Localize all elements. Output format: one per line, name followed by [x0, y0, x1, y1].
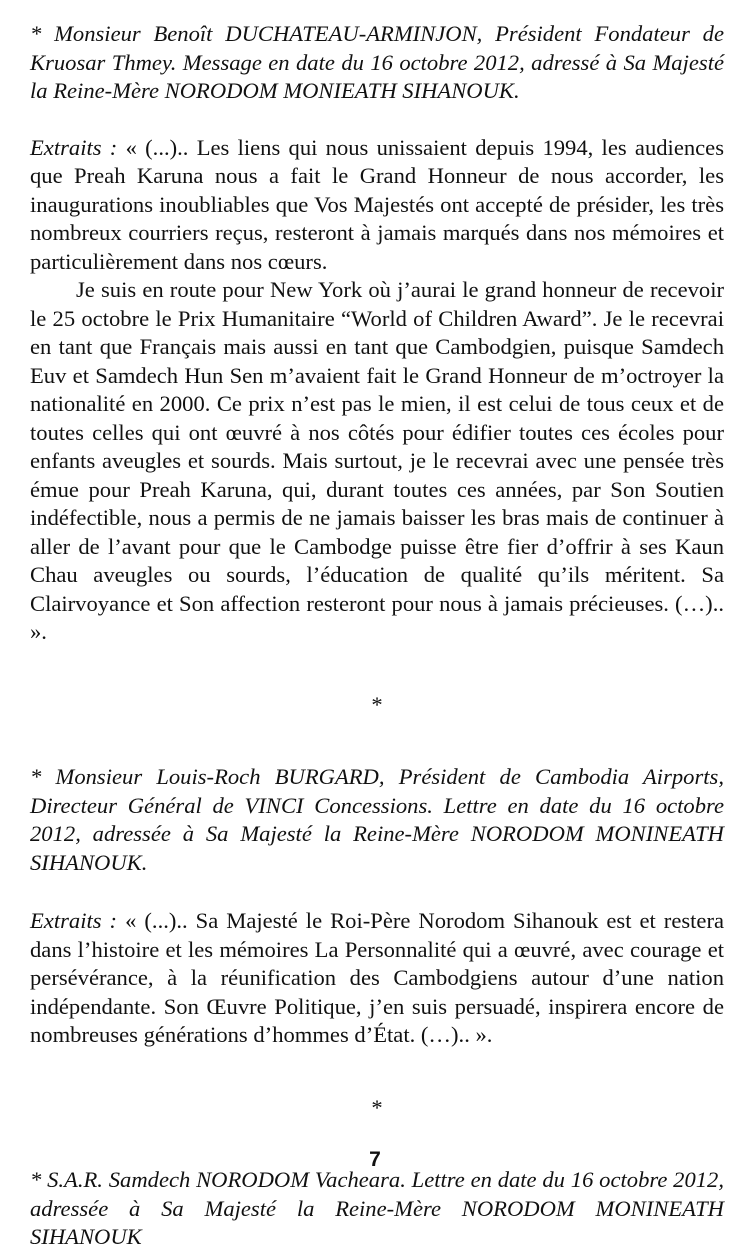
document-page	[30, 20, 724, 1252]
entry-2-paragraph-1: « (...).. Sa Majesté le Roi-Père Norodom Sihanouk est et restera dans l’histoire et les mémoires La Personnalité qui a œuvré, avec courage et persévérance, à la réunification des Cambodgiens autour d’une nation indépendante. Son Œuvre Politique, j’en suis persuadé, inspirera encore de nombreuses générations d’hommes d’État. (…).. ».	[30, 908, 725, 1047]
extract-label: Extraits :	[30, 908, 118, 933]
entry-2-extract	[30, 907, 724, 1050]
entry-1-heading: * Monsieur Benoît DUCHATEAU-ARMINJON, Président Fondateur de Kruosar Thmey. Message en date du 16 octobre 2012, adressé à Sa Majesté la Reine-Mère NORODOM MONIEATH SIHANOUK.	[30, 21, 724, 103]
entry-1-extract	[30, 134, 724, 277]
entry-1-paragraph-1: « (...).. Les liens qui nous unissaient depuis 1994, les audiences que Preah Karuna nous a fait le Grand Honneur de nous accorder, les inaugurations inoubliables que Vos Majestés ont accepté de présider, les très nombreux courriers reçus, resteront à jamais marqués dans nos mémoires et particulièrement dans nos cœurs.	[30, 134, 724, 274]
entry-2-heading: * Monsieur Louis-Roch BURGARD, Président de Cambodia Airports, Directeur Général de VINCI Concessions. Lettre en date du 16 octobre 2012, adressée à Sa Majesté la Reine-Mère NORODOM MONINEATH SIHANOUK.	[30, 764, 724, 875]
entry-3-heading: * S.A.R. Samdech NORODOM Vacheara. Lettre en date du 16 octobre 2012, adressée à Sa Majesté la Reine-Mère NORODOM MONINEATH SIHANOUK	[30, 1167, 724, 1249]
extract-label: Extraits :	[30, 134, 118, 160]
page-number: 7	[369, 1148, 381, 1171]
separator-star: *	[371, 691, 383, 717]
separator-star: *	[371, 1094, 383, 1120]
entry-1-paragraph-2: Je suis en route pour New York où j’aurai le grand honneur de recevoir le 25 octobre le Prix Humanitaire “World of Children Award”. Je le recevrai en tant que Français mais aussi en tant que Cambodgien, puisque Samdech Euv et Samdech Hun Sen m’avaient fait le Grand Honneur de m’octroyer la nationalité en 2000. Ce prix n’est pas le mien, il est celui de tous ceux et de toutes celles qui ont œuvré à nos côtés pour édifier toutes ces écoles pour enfants aveugles et sourds. Mais surtout, je le recevrai avec une pensée très émue pour Preah Karuna, qui, durant toutes ces années, par Son Soutien indéfectible, nous a permis de ne jamais baisser les bras mais de continuer à aller de l’avant pour que le Cambodge puisse être fier d’offrir à ses Kaun Chau aveugles ou sourds, l’éducation de qualité qu’ils méritent. Sa Clairvoyance et Son affection resteront pour nous à jamais précieuses. (…).. ».	[30, 277, 724, 644]
